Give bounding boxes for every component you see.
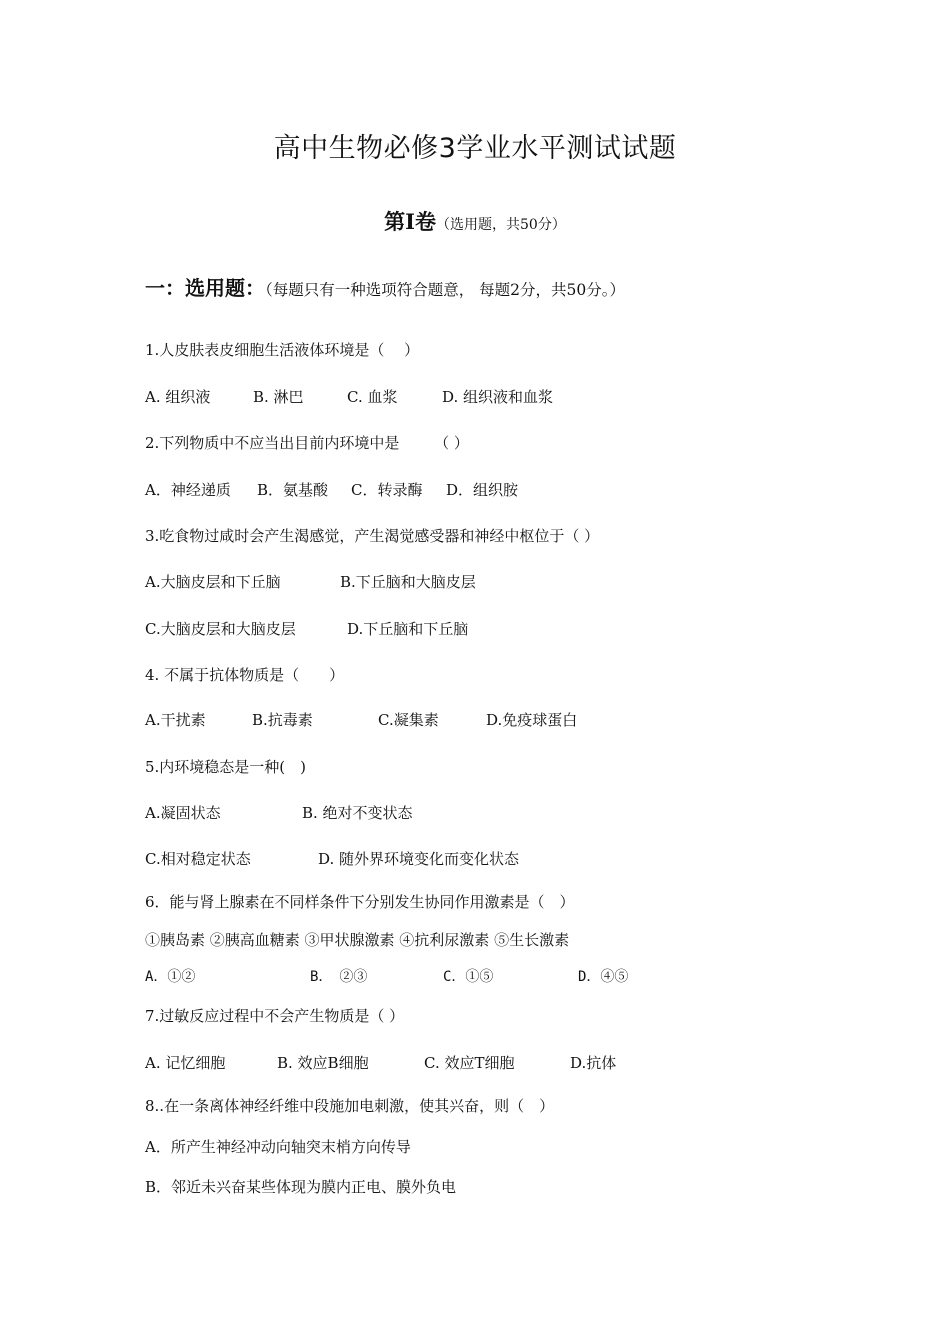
- document-title: 高中生物必修3学业水平测试试题: [273, 133, 677, 164]
- question-8-option-a: A．所产生神经冲动向轴突末梢方向传导: [145, 1138, 411, 1156]
- question-4-option-a: A.干扰素: [145, 711, 206, 729]
- question-5-option-a: A.凝固状态: [145, 804, 221, 822]
- question-6-option-b: B． ②③: [310, 969, 368, 985]
- question-6-option-d: D．④⑤: [578, 969, 629, 985]
- question-6-option-c: C．①⑤: [443, 969, 494, 985]
- question-4-stem: 4. 不属于抗体物质是（ ）: [145, 666, 345, 684]
- question-1-option-c: C. 血浆: [347, 388, 398, 406]
- question-7-option-c: C. 效应T细胞: [424, 1054, 515, 1072]
- question-5-option-b: B. 绝对不变状态: [302, 804, 413, 822]
- question-1-option-b: B. 淋巴: [253, 388, 304, 406]
- section-heading: [145, 272, 625, 301]
- question-7-stem: 7.过敏反应过程中不会产生物质是（ ）: [145, 1007, 405, 1025]
- question-1-option-a: A. 组织液: [145, 388, 211, 406]
- question-8-option-b: B．邻近未兴奋某些体现为膜内正电、膜外负电: [145, 1178, 457, 1196]
- question-2-option-d: D．组织胺: [446, 481, 519, 499]
- question-4-option-c: C.凝集素: [378, 711, 439, 729]
- question-6-option-a: A．①②: [145, 969, 196, 985]
- question-2-stem: 2.下列物质中不应当出目前内环境中是 （ ）: [145, 434, 469, 452]
- question-3-stem: 3.吃食物过咸时会产生渴感觉，产生渴觉感受器和神经中枢位于（ ）: [145, 527, 600, 545]
- question-6-stem: 6．能与肾上腺素在不同样条件下分别发生协同作用激素是（ ）: [145, 893, 575, 911]
- question-4-option-b: B.抗毒素: [252, 711, 313, 729]
- question-7-option-d: D.抗体: [570, 1054, 617, 1072]
- question-5-option-d: D. 随外界环境变化而变化状态: [318, 850, 520, 868]
- question-8-stem: 8..在一条离体神经纤维中段施加电刺激，使其兴奋，则（ ）: [145, 1097, 555, 1115]
- question-2-option-c: C．转录酶: [351, 481, 423, 499]
- question-6-items: ①胰岛素 ②胰高血糖素 ③甲状腺激素 ④抗利尿激素 ⑤生长激素: [145, 931, 570, 949]
- question-4-option-d: D.免疫球蛋白: [486, 711, 578, 729]
- question-7-option-a: A. 记忆细胞: [145, 1054, 226, 1072]
- question-3-option-c: C.大脑皮层和大脑皮层: [145, 620, 296, 638]
- question-3-option-a: A.大脑皮层和下丘脑: [145, 573, 281, 591]
- question-5-option-c: C.相对稳定状态: [145, 850, 251, 868]
- question-2-option-b: B．氨基酸: [257, 481, 329, 499]
- question-3-option-d: D.下丘脑和下丘脑: [347, 620, 469, 638]
- section-title: 一：选用题：: [145, 276, 265, 300]
- volume-heading: [0, 206, 950, 236]
- question-2-option-a: A．神经递质: [145, 481, 231, 499]
- volume-label: 第Ⅰ卷: [384, 209, 436, 234]
- question-1-stem: 1.人皮肤表皮细胞生活液体环境是（ ）: [145, 341, 420, 359]
- question-1-option-d: D. 组织液和血浆: [442, 388, 554, 406]
- question-3-option-b: B.下丘脑和大脑皮层: [340, 573, 476, 591]
- volume-note: （选用题，共50分）: [436, 217, 566, 233]
- question-7-option-b: B. 效应B细胞: [277, 1054, 369, 1072]
- question-5-stem: 5.内环境稳态是一种( ): [145, 758, 307, 776]
- section-note: （每题只有一种选项符合题意， 每题2分，共50分。）: [265, 281, 626, 299]
